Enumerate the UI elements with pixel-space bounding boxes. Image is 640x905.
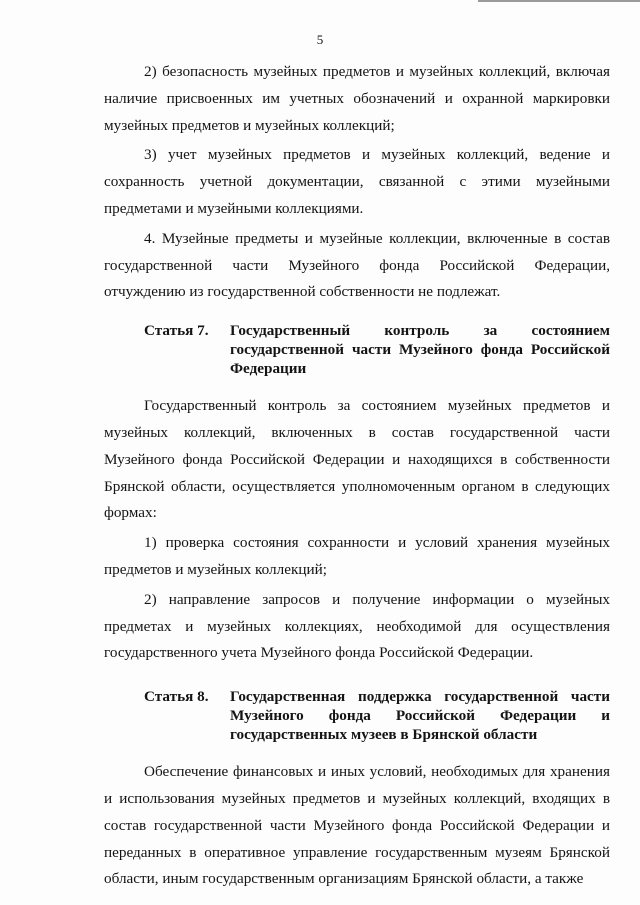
article-8-number: Статья 8.: [144, 688, 209, 706]
page-number: 5: [316, 32, 324, 47]
article-7-title: Государственный контроль за состоянием государственной части Музейного фонда Российской Федерации: [230, 322, 610, 378]
scan-edge-line: [478, 0, 640, 2]
article-8-heading: [104, 687, 610, 744]
paragraph-alienation: 4. Музейные предметы и музейные коллекции, включенные в состав государственной части Музейного фонда Российской Федерации, отчуждению из государственной собственности не подлежат.: [104, 229, 610, 301]
article-7-heading: [104, 321, 610, 378]
article-7-number: Статья 7.: [144, 322, 209, 340]
paragraph-control-intro: Государственный контроль за состоянием музейных предметов и музейных коллекций, включенных в состав государственной части Музейного фонда Российской Федерации и находящихся в собственности Брянской области, осуществляется уполномоченным органом в следующих формах:: [104, 397, 610, 522]
document-body: [104, 59, 610, 893]
article-8-title: Государственная поддержка государственной части Музейного фонда Российской Федерации и государственных музеев в Брянской области: [230, 688, 610, 744]
paragraph-item-safety: 2) безопасность музейных предметов и музейных коллекций, включая наличие присвоенных им учетных обозначений и охранной маркировки музейных предметов и музейных коллекций;: [104, 63, 610, 134]
paragraph-control-form-1: 1) проверка состояния сохранности и условий хранения музейных предметов и музейных коллекций;: [104, 534, 610, 578]
paragraph-item-accounting: 3) учет музейных предметов и музейных коллекций, ведение и сохранность учетной документации, связанной с этими музейными предметами и музейными коллекциями.: [104, 146, 610, 217]
paragraph-control-form-2: 2) направление запросов и получение информации о музейных предметах и музейных коллекциях, необходимой для осуществления государственного учета Музейного фонда Российской Федерации.: [104, 590, 610, 662]
paragraph-support: Обеспечение финансовых и иных условий, необходимых для хранения и использования музейных предметов и музейных коллекций, входящих в состав государственной части Музейного фонда Российской Федерации и переданных в оперативное управление государственным музеям Брянской области, иным государственным организациям Брянской области, а также: [104, 763, 610, 888]
